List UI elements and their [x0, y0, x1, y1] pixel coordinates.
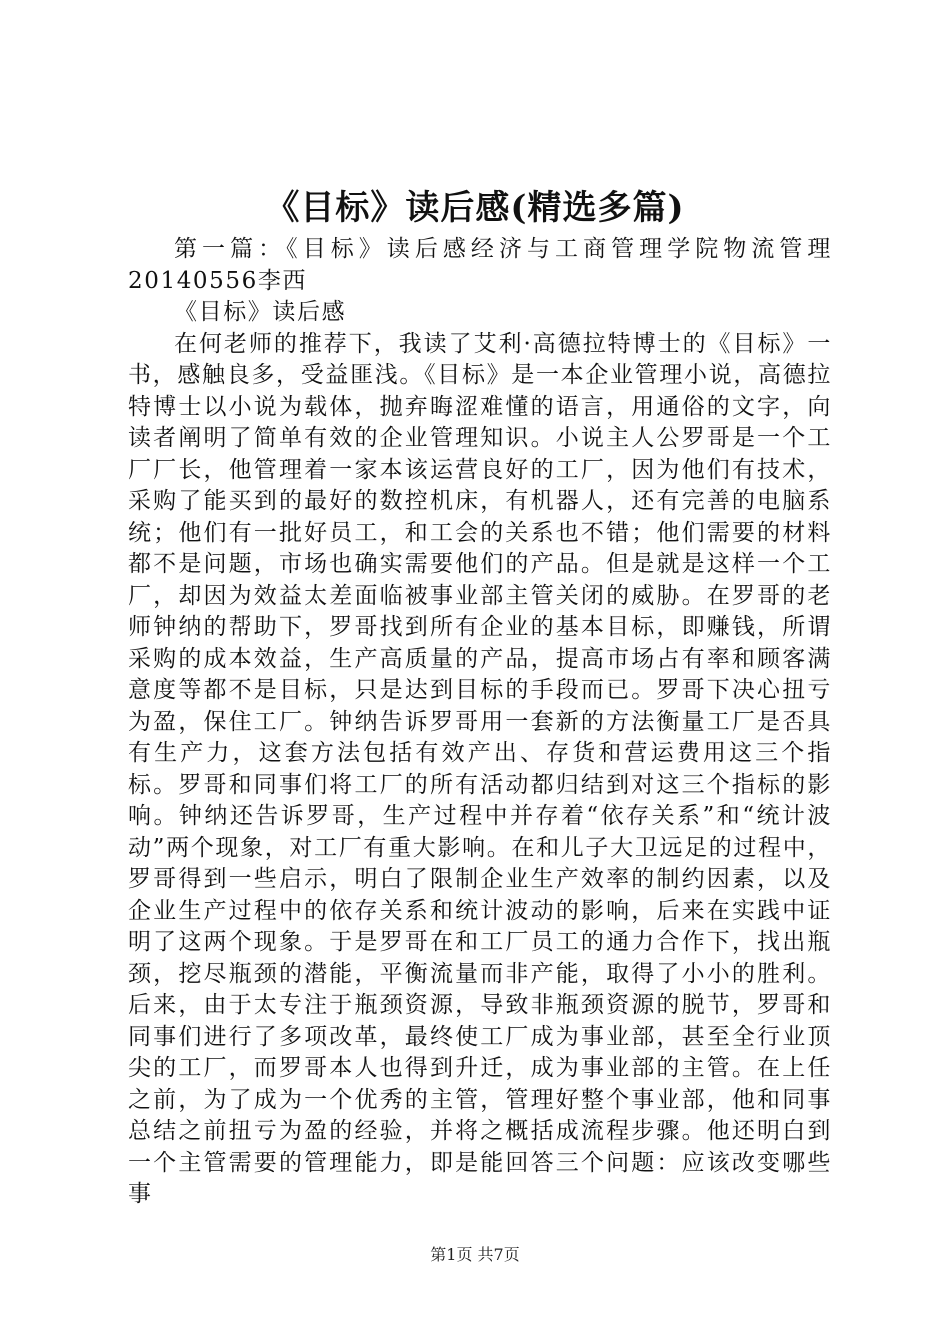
- document-title: 《目标》读后感(精选多篇): [265, 188, 685, 228]
- page-number-footer: 第1页 共7页: [430, 1245, 520, 1264]
- paragraph-subtitle: 《目标》读后感: [174, 299, 347, 325]
- document-body: [128, 234, 832, 1211]
- paragraph-first-section-heading: 第一篇：《目标》读后感经济与工商管理学院物流管理20140556李西: [128, 236, 832, 294]
- paragraph-main: 在何老师的推荐下，我读了艾利·高德拉特博士的《目标》一书，感触良多，受益匪浅。《目标》是一本企业管理小说，高德拉特博士以小说为载体，抛弃晦涩难懂的语言，用通俗的文字，向读者阐明了简单有效的企业管理知识。小说主人公罗哥是一个工厂厂长，他管理着一家本该运营良好的工厂，因为他们有技术，采购了能买到的最好的数控机床，有机器人，还有完善的电脑系统；他们有一批好员工，和工会的关系也不错；他们需要的材料都不是问题，市场也确实需要他们的产品。但是就是这样一个工厂，却因为效益太差面临被事业部主管关闭的威胁。在罗哥的老师钟纳的帮助下，罗哥找到所有企业的基本目标，即赚钱，所谓采购的成本效益，生产高质量的产品，提高市场占有率和顾客满意度等都不是目标，只是达到目标的手段而已。罗哥下决心扭亏为盈，保住工厂。钟纳告诉罗哥用一套新的方法衡量工厂是否具有生产力，这套方法包括有效产出、存货和营运费用这三个指标。罗哥和同事们将工厂的所有活动都归结到对这三个指标的影响。钟纳还告诉罗哥，生产过程中并存着“依存关系”和“统计波动”两个现象，对工厂有重大影响。在和儿子大卫远足的过程中，罗哥得到一些启示，明白了限制企业生产效率的制约因素，以及企业生产过程中的依存关系和统计波动的影响，后来在实践中证明了这两个现象。于是罗哥在和工厂员工的通力合作下，找出瓶颈，挖尽瓶颈的潜能，平衡流量而非产能，取得了小小的胜利。后来，由于太专注于瓶颈资源，导致非瓶颈资源的脱节，罗哥和同事们进行了多项改革，最终使工厂成为事业部，甚至全行业顶尖的工厂，而罗哥本人也得到升迁，成为事业部的主管。在上任之前，为了成为一个优秀的主管，管理好整个事业部，他和同事总结之前扭亏为盈的经验，并将之概括成流程步骤。他还明白到一个主管需要的管理能力，即是能回答三个问题：应该改变哪些事: [128, 330, 832, 1207]
